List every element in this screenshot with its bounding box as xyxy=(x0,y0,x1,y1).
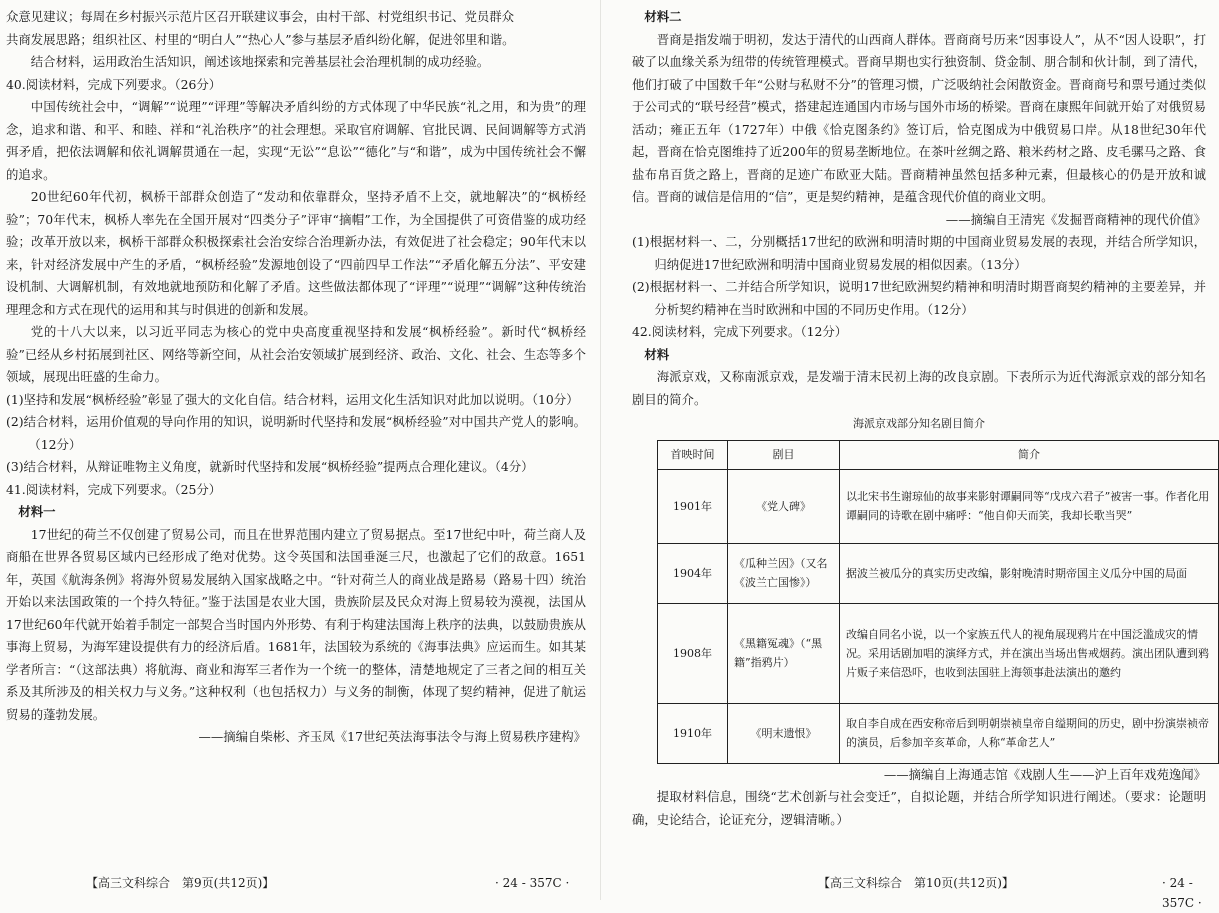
q40-paragraph-2: 20世纪60年代初，枫桥干部群众创造了“发动和依靠群众，坚持矛盾不上交，就地解决”的“枫桥经验”；70年代末，枫桥人率先在全国开展对“四类分子”评审“摘帽”工作，为全国提供了可资借鉴的成功经验；改革开放以来，枫桥干部群众积极探索社会治安综合治理新办法，有效促进了社会稳定；90年代末以来，针对经济发展中产生的矛盾，“枫桥经验”发源地创设了“四前四早工作法”“矛盾化解五分法”、平安建设机制、大调解机制，有效地就地预防和化解了矛盾。这些做法都体现了“评理”“说理”“调解”这种传统治理理念和方式在现代的运用和其与时俱进的创新和发展。 xyxy=(6,189,586,317)
q40-paragraph-3: 党的十八大以来，以习近平同志为核心的党中央高度重视坚持和发展“枫桥经验”。新时代“枫桥经验”已经从乡村拓展到社区、网络等新空间，从社会治安领域扩展到经济、政治、文化、社会、生态等多个领域，展现出旺盛的生命力。 xyxy=(6,324,586,384)
material-2-source: ——摘编自王清宪《发掘晋商精神的现代价值》 xyxy=(945,211,1206,227)
header-premiere-time: 首映时间 xyxy=(658,440,728,469)
continued-text-line-2: 共商发展思路；组织社区、村里的“明白人”“热心人”参与基层矛盾纠纷化解，促进邻里和谐。 xyxy=(6,31,515,47)
table-row xyxy=(658,543,1219,603)
page-10-footer-code: · 24 - 357C · xyxy=(1162,876,1202,910)
material-2-text: 晋商是指发端于明初，发达于清代的山西商人群体。晋商商号历来“因事设人”，从不“因人设职”，打破了以血缘关系为纽带的传统管理模式。晋商早期也实行独资制、贷金制、朋合制和伙计制，到了清代，他们打破了中国数千年“公财与私财不分”的管理习惯，广泛吸纳社会闲散资金。晋商商号和票号通过类似于公司式的“联号经营”模式，搭建起连通国内市场与国外市场的桥梁。晋商在康熙年间就开始了对俄贸易活动；雍正五年（1727年）中俄《恰克图条约》签订后，恰克图成为中俄贸易口岸。从18世纪30年代起，晋商在恰克图维持了近200年的贸易垄断地位。在茶叶丝绸之路、粮米药材之路、皮毛骡马之路、食盐布帛百货之路上，晋商的足迹广布欧亚大陆。晋商精神虽然包括多种元素，但最核心的仍是开放和诚信。晋商的诚信是信用的“信”，更是契约精神，是蕴含现代价值的商业文明。 xyxy=(632,31,1206,204)
header-title: 剧目 xyxy=(728,440,840,469)
header-description: 简介 xyxy=(840,440,1219,469)
row-description: 据波兰被瓜分的真实历史改编，影射晚清时期帝国主义瓜分中国的局面 xyxy=(840,543,1219,603)
page-10-content xyxy=(632,6,1210,831)
page-9-footer-label: 【高三文科综合 第9页(共12页)】 xyxy=(86,876,275,890)
q41-subquestion-1: (1)根据材料一、二，分别概括17世纪的欧洲和明清时期的中国商业贸易发展的表现，并结合所学知识，归纳促进17世纪欧洲和明清中国商业贸易发展的相似因素。（13分） xyxy=(632,234,1206,272)
material-1-title: 材料一 xyxy=(18,504,56,519)
table-row xyxy=(658,469,1219,543)
row-title: 《瓜种兰因》（又名《波兰亡国惨》） xyxy=(728,543,840,603)
row-description: 取自李自成在西安称帝后到明朝崇祯皇帝自缢期间的历史，剧中扮演崇祯帝的演员，后参加辛亥革命，人称“革命艺人” xyxy=(840,703,1219,763)
row-year: 1910年 xyxy=(658,703,728,763)
q40-subquestion-3: (3)结合材料，从辩证唯物主义角度，就新时代坚持和发展“枫桥经验”提两点合理化建议。（4分） xyxy=(6,459,534,474)
q42-heading: 42.阅读材料，完成下列要求。（12分） xyxy=(632,324,848,339)
row-year: 1904年 xyxy=(658,543,728,603)
q41-subquestion-2: (2)根据材料一、二并结合所学知识，说明17世纪欧洲契约精神和明清时期晋商契约精神的主要差异，并分析契约精神在当时欧洲和中国的不同历史作用。（12分） xyxy=(632,279,1206,317)
material-2-title: 材料二 xyxy=(644,9,682,24)
row-year: 1908年 xyxy=(658,603,728,703)
q39-task: 结合材料，运用政治生活知识，阐述该地探索和完善基层社会治理机制的成功经验。 xyxy=(30,54,490,69)
opera-table xyxy=(657,440,1219,764)
row-description: 改编自同名小说，以一个家族五代人的视角展现鸦片在中国泛滥成灾的情况。采用话剧加唱的演绎方式，并在演出当场出售戒烟药。演出团队遭到鸦片贩子来信恐吓，也收到法国驻上海领事赴法演出的邀约 xyxy=(840,603,1219,703)
q42-intro: 海派京戏，又称南派京戏，是发端于清末民初上海的改良京剧。下表所示为近代海派京戏的部分知名剧目的简介。 xyxy=(632,369,1206,407)
page-10 xyxy=(622,0,1214,910)
q40-subquestion-2: (2)结合材料，运用价值观的导向作用的知识，说明新时代坚持和发展“枫桥经验”对中国共产党人的影响。（12分） xyxy=(6,414,586,452)
page-10-footer-label: 【高三文科综合 第10页(共12页)】 xyxy=(818,876,1014,890)
row-title: 《明末遗恨》 xyxy=(728,703,840,763)
q40-heading: 40.阅读材料，完成下列要求。（26分） xyxy=(6,76,222,92)
row-title: 《党人碑》 xyxy=(728,469,840,543)
material-1-source: ——摘编自柴彬、齐玉凤《17世纪英法海事法令与海上贸易秩序建构》 xyxy=(198,729,586,744)
material-1-text: 17世纪的荷兰不仅创建了贸易公司，而且在世界范围内建立了贸易据点。至17世纪中叶，荷兰商人及商船在世界各贸易区域内已经形成了绝对优势。这令英国和法国垂涎三尺，也激起了它们的敌意。1651年，英国《航海条例》将海外贸易发展纳入国家战略之中。“针对荷兰人的商业战是路易（路易十四）统治开始以来法国政策的一个持久特征。”鉴于法国是农业大国，贵族阶层及民众对海上贸易较为漠视，法国从17世纪60年代就开始着手制定一部契合当时国内外形势、有利于构建法国海上秩序的法典，以鼓励贵族从事海上贸易，为海军建设提供有力的经济后盾。1681年，法国较为系统的《海事法典》应运而生。如其某学者所言：“（这部法典）将航海、商业和海军三者作为一个统一的整体，清楚地规定了三者之间的相互关系及其所涉及的相关权力与义务。”这种权利（也包括权力）与义务的制衡，体现了契约精神，促进了航运贸易的蓬勃发展。 xyxy=(6,526,586,722)
table-header-row xyxy=(658,440,1219,469)
table-source: ——摘编自上海通志馆《戏剧人生——沪上百年戏苑逸闻》 xyxy=(883,766,1206,782)
q42-material-title: 材料 xyxy=(644,346,670,362)
q40-paragraph-1: 中国传统社会中，“调解”“说理”“评理”等解决矛盾纠纷的方式体现了中华民族“礼之用，和为贵”的理念，追求和谐、和平、和睦、祥和“礼治秩序”的社会理想。采取官府调解、官批民调、民间调解等方式消弭矛盾，把依法调解和依礼调解贯通在一起，实现“无讼”“息讼”“德化”与“和谐”，成为中国传统社会不懈的追求。 xyxy=(6,99,586,182)
page-9 xyxy=(0,0,592,900)
page-9-content xyxy=(6,6,586,749)
table-caption: 海派京戏部分知名剧目简介 xyxy=(853,417,985,430)
row-description: 以北宋书生谢琼仙的故事来影射谭嗣同等“戊戌六君子”被害一事。作者化用谭嗣同的诗歌在剧中痛呼：“他自仰天而笑，我却长歌当哭” xyxy=(840,469,1219,543)
row-year: 1901年 xyxy=(658,469,728,543)
page-9-footer-code: · 24 - 357C · xyxy=(495,876,570,890)
q40-subquestion-1: (1)坚持和发展“枫桥经验”彰显了强大的文化自信。结合材料，运用文化生活知识对此加以说明。（10分） xyxy=(6,391,579,407)
page-gutter xyxy=(600,0,601,900)
table-row xyxy=(658,603,1219,703)
row-title: 《黑籍冤魂》（“黑籍”指鸦片） xyxy=(728,603,840,703)
q41-heading: 41.阅读材料，完成下列要求。（25分） xyxy=(6,481,222,497)
table-row xyxy=(658,703,1219,763)
q42-task: 提取材料信息，围绕“艺术创新与社会变迁”，自拟论题，并结合所学知识进行阐述。（要求：论题明确，史论结合，论证充分，逻辑清晰。） xyxy=(632,789,1206,827)
continued-text-line-1: 众意见建议；每周在乡村振兴示范片区召开联建议事会，由村干部、村党组织书记、党员群众 xyxy=(6,9,515,24)
